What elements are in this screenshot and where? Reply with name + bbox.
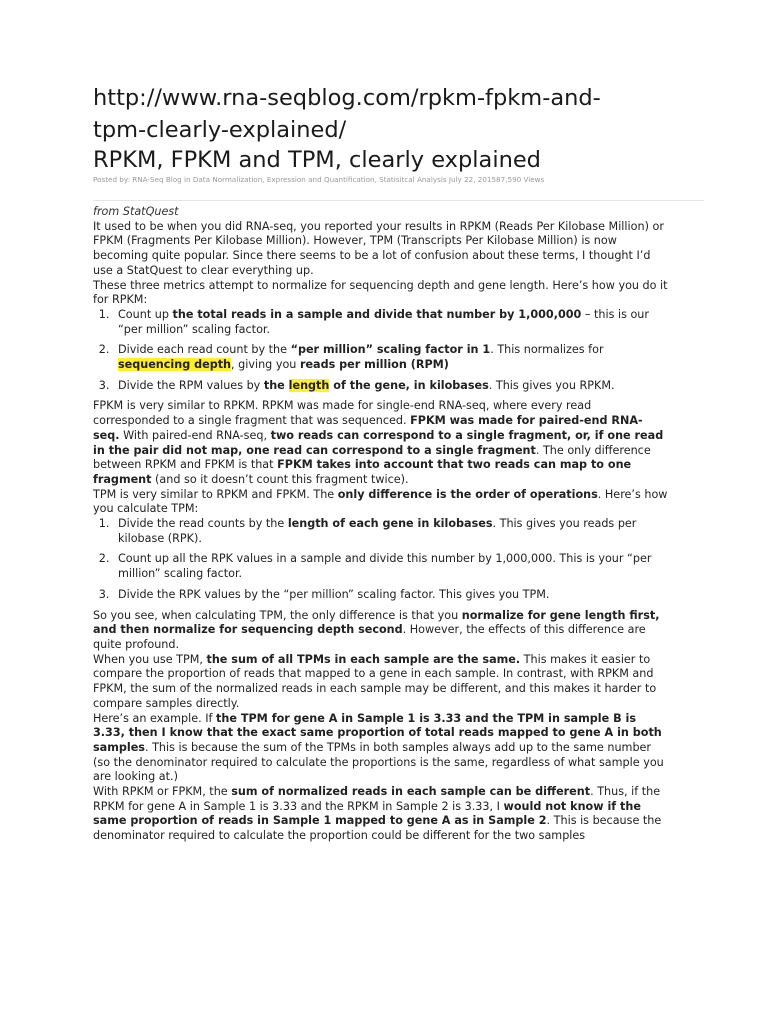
- divider: [93, 200, 704, 201]
- bold-text: sum of normalized reads in each sample can be different: [231, 785, 591, 799]
- list-item: [113, 343, 668, 372]
- list-item: [113, 308, 668, 337]
- bold-text: FPKM takes into account that two reads can map to one fragment: [93, 458, 632, 486]
- step-text: Count up: [118, 307, 173, 321]
- text: . Thus, if the RPKM for gene A in Sample 1 is 3.33 and the RPKM in Sample 2 is 3.33, I: [93, 785, 661, 813]
- text: (and so it doesn’t count this fragment twice).: [151, 472, 409, 486]
- text: So you see, when calculating TPM, the only difference is that you: [93, 608, 462, 622]
- list-item: [113, 588, 668, 603]
- page-url-title-line-2: tpm-clearly-explained/: [93, 117, 347, 143]
- step-text: Divide the RPM values by: [118, 378, 264, 392]
- step-bold: the total reads in a sample and divide that number by 1,000,000: [172, 307, 582, 321]
- rpkm-steps-list: [93, 308, 668, 394]
- text: . This is because the denominator required to calculate the proportion could be different for the two samples: [93, 814, 662, 843]
- bold-text: the sum of all TPMs in each sample are the same.: [206, 652, 521, 666]
- highlighted-term: length: [288, 378, 330, 392]
- step-text: . This normalizes for: [490, 343, 604, 357]
- list-item: [113, 552, 668, 581]
- text: TPM is very similar to RPKM and FPKM. The: [93, 487, 338, 501]
- rpkm-fpkm-paragraph: [93, 785, 668, 844]
- text: . This is because the sum of the TPMs in both samples always add up to the same number (so the denominator required to calculate the proportions is the same, regardless of what sample you are looking at.): [93, 740, 664, 784]
- text: . However, the effects of this difference are quite profound.: [93, 623, 646, 651]
- article-body: [93, 205, 668, 844]
- step-text: , giving you: [231, 358, 300, 372]
- step-bold: reads per million (RPM): [299, 358, 449, 372]
- fpkm-paragraph: [93, 399, 668, 487]
- article-title: RPKM, FPKM and TPM, clearly explained: [93, 147, 541, 173]
- text: When you use TPM,: [93, 652, 207, 666]
- text: With RPKM or FPKM, the: [93, 785, 232, 799]
- highlighted-term: sequencing depth: [118, 358, 232, 372]
- bold-text: normalize for gene length first, and then normalize for sequencing depth second: [93, 608, 660, 637]
- step-text: Count up all the RPK values in a sample and divide this number by 1,000,000. This is your “per million” scaling factor.: [118, 552, 652, 581]
- bold-text: two reads can correspond to a single fragment, or, if one read in the pair did not map, one read can correspond to a single fragment: [93, 428, 664, 457]
- text: FPKM is very similar to RPKM. RPKM was made for single-end RNA-seq, where every read corresponded to a single fragment that was sequenced.: [93, 399, 592, 428]
- bold-text: FPKM was made for paired-end RNA-seq.: [93, 414, 643, 442]
- step-text: . This gives you RPKM.: [488, 378, 615, 392]
- intro-paragraph-2: These three metrics attempt to normalize for sequencing depth and gene length. Here’s how you do it for RPKM:: [93, 278, 668, 307]
- source-credit: from StatQuest: [93, 205, 179, 218]
- text: . The only difference between RPKM and FPKM is that: [93, 443, 651, 472]
- step-bold: “per million” scaling factor in 1: [290, 343, 491, 357]
- tpm-paragraph: [93, 488, 668, 517]
- bold-text: only difference is the order of operations: [337, 487, 598, 501]
- step-text: . This gives you reads per kilobase (RPK).: [118, 517, 637, 545]
- sum-paragraph: [93, 653, 668, 712]
- list-item: [113, 517, 668, 546]
- bold-text: would not know if the same proportion of reads in Sample 1 mapped to gene A as in Sample 2: [93, 799, 641, 828]
- step-text: Divide the RPK values by the “per million” scaling factor. This gives you TPM.: [118, 587, 550, 601]
- example-paragraph: [93, 712, 668, 786]
- step-text: Divide each read count by the: [118, 343, 291, 357]
- text: This makes it easier to compare the proportion of reads that mapped to a gene in each sample. In contrast, with RPKM and FPKM, the sum of the normalized reads in each sample may be different, and this makes it harder to compare samples directly.: [93, 652, 657, 710]
- text: With paired-end RNA-seq,: [119, 428, 271, 442]
- step-bold: of the gene, in kilobases: [329, 378, 489, 392]
- post-meta: Posted by: RNA-Seq Blog in Data Normalization, Expression and Quantification, Statisitcal Analysis July 22, 201587,590 Views: [93, 175, 545, 184]
- step-bold: length of each gene in kilobases: [287, 517, 493, 531]
- so-paragraph: [93, 609, 668, 653]
- tpm-steps-list: [93, 517, 668, 603]
- page-url-title-line-1: http://www.rna-seqblog.com/rpkm-fpkm-and-: [93, 85, 601, 111]
- step-text: – this is our “per million” scaling factor.: [118, 307, 650, 336]
- text: . Here’s how you calculate TPM:: [93, 487, 668, 516]
- list-item: [113, 379, 668, 394]
- step-bold: the: [263, 378, 289, 392]
- intro-paragraph: It used to be when you did RNA-seq, you reported your results in RPKM (Reads Per Kilobase Million) or FPKM (Fragments Per Kilobase Million). However, TPM (Transcripts Per Kilobase Million) is now becoming quite popular. Since there seems to be a lot of confusion about these terms, I thought I’d use a StatQuest to clear everything up.: [93, 219, 664, 277]
- bold-text: the TPM for gene A in Sample 1 is 3.33 and the TPM in sample B is 3.33, then I know that the exact same proportion of total reads mapped to gene A in both samples: [93, 711, 662, 754]
- text: Here’s an example. If: [93, 711, 217, 725]
- step-text: Divide the read counts by the: [118, 517, 288, 531]
